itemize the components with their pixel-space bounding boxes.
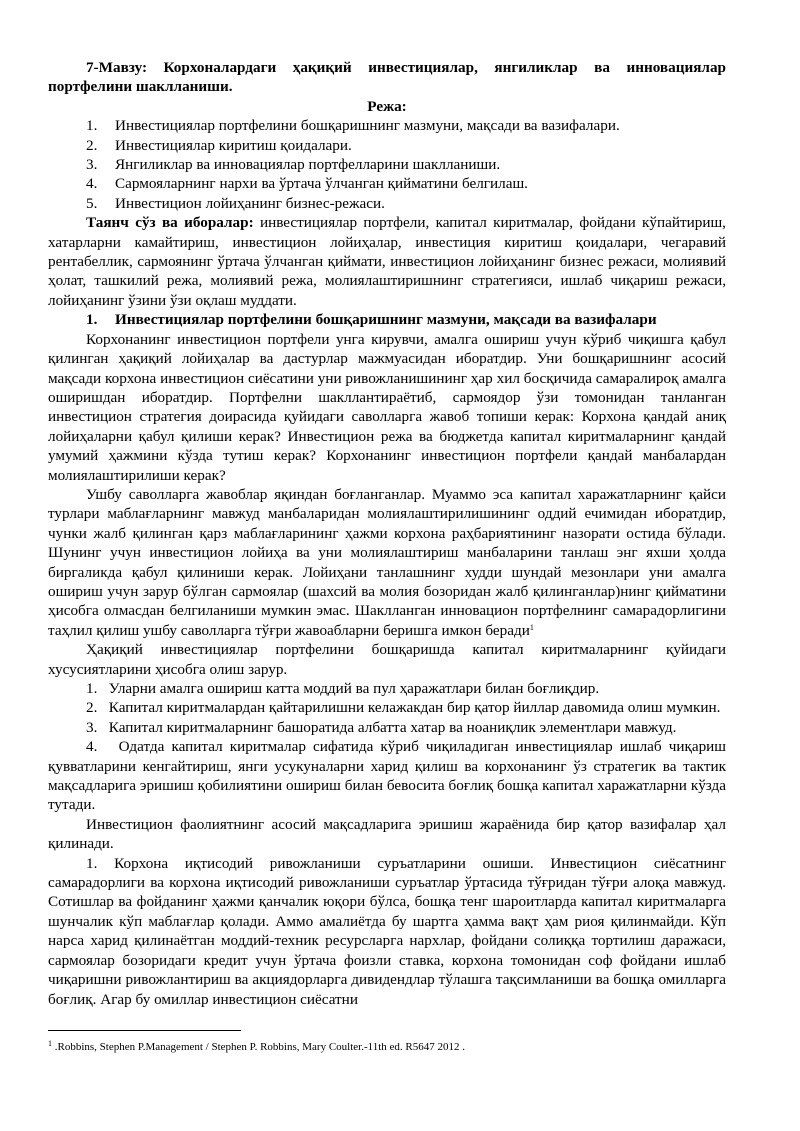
footnote-separator (48, 1030, 241, 1031)
plan-item (48, 116, 726, 135)
footnote-number: 1 (48, 1039, 52, 1048)
plan-item-text: Инвестицион лойиҳанинг бизнес-режаси. (115, 194, 385, 212)
feature-number: 3. (86, 718, 98, 736)
keywords-paragraph (48, 213, 726, 310)
feature-number: 1. (86, 680, 98, 697)
plan-item-text: Инвестициялар киритиш қоидалари. (115, 136, 352, 154)
plan-item-number: 1. (86, 117, 98, 135)
feature-text: Капитал киритмаларнинг башоратида албатта хатар ва ноаниқлик элементлари мавжуд. (108, 718, 677, 736)
plan-heading: Режа: (367, 97, 407, 115)
plan-list (48, 116, 726, 213)
plan-item-text: Инвестициялар портфелини бошқаришнинг мазмуни, мақсади ва вазифалари. (115, 117, 620, 135)
keywords-label: Таянч сўз ва иборалар: (86, 214, 254, 232)
document-page (48, 58, 726, 1009)
paragraph-text: Ушбу саволларга жавоблар яқиндан боғланганлар. Муаммо эса капитал харажатларнинг қайси турлари маблағларнинг мавжуд манбаларидан молиялаштирилишининг оддий ечимидан иборатдир, чунки жалб қилинган қарз маблағларининг ҳажми корхона раҳбариятининг назорати остида бўлади. Шунинг учун инвестицион лойиҳа ва уни молиялаштириш манбаларини танлаш энг яхши ҳолда биргаликда қабул қилиниши керак. Лойиҳани танлашнинг худди шундай мезонлари уни амалга ошириш учун зарур бўлган сармоялар (шахсий ва молия бозоридан жалб қилинганлар)нинг қийматини ҳисобга олмасдан белгиланиши мумкин эмас. Шаклланган инновацион портфелнинг самарадорлигини таҳлил қилиш ушбу саволларга тўғри жавоабларни беришга имкон беради (48, 485, 726, 639)
plan-item-number: 5. (86, 194, 98, 212)
plan-item (48, 155, 726, 174)
plan-item (48, 174, 726, 193)
plan-item-number: 3. (86, 156, 98, 174)
plan-item (48, 194, 726, 213)
feature-item (48, 718, 726, 737)
paragraph-with-footnote (48, 485, 726, 640)
document-title: 7-Мавзу: Корхоналардаги ҳақиқий инвестициялар, янгиликлар ва инновациялар портфелини шаклланиши. (48, 59, 726, 96)
feature-item (48, 698, 726, 717)
section-number: 1. (86, 311, 98, 329)
footnote (48, 1040, 726, 1054)
feature-item (48, 737, 726, 815)
feature-text: Уларни амалга ошириш катта моддий ва пул ҳаражатлари билан боғлиқдир. (108, 680, 600, 697)
section-title: Инвестициялар портфелини бошқаришнинг мазмуни, мақсади ва вазифалари (115, 311, 657, 329)
feature-text: Капитал киритмалардан қайтарилишни келажакдан бир қатор йиллар давомида олиш мумкин. (108, 699, 721, 717)
plan-item-text: Янгиликлар ва инновациялар портфелларини шаклланиши. (115, 156, 501, 174)
plan-item (48, 136, 726, 155)
keywords-text: инвестициялар портфели, капитал киритмалар, фойдани кўпайтириш, хатарларни камайтириш, инвестицион лойиҳалар, инвестиция киритиш қоидалари, чегаравий рентабеллик, сармоянинг ўртача ўлчанган қиймати, инвестицион лойиҳанинг бизнес режаси, молиявий ҳолат, ташкилий режа, молиявий режа, молиялаштиришнинг стратегияси, ишлаб чиқариш режаси, лойиҳанинг ўзини ўзи оқлаш муддати. (48, 214, 726, 309)
plan-item-number: 2. (86, 136, 98, 154)
section-heading (48, 310, 726, 329)
footnote-reference[interactable]: 1 (529, 622, 534, 632)
feature-number: 4. (86, 738, 98, 756)
paragraph: Инвестицион фаолиятнинг асосий мақсадларига эришиш жараёнида бир қатор вазифалар ҳал қилинади. (48, 815, 726, 853)
paragraph: Ҳақиқий инвестициялар портфелини бошқаришда капитал киритмаларнинг қуйидаги хусусиятларини ҳисобга олиш зарур. (48, 641, 726, 678)
plan-item-text: Сармояларнинг нархи ва ўртача ўлчанган қийматини белгилаш. (115, 175, 528, 193)
features-list (48, 679, 726, 815)
feature-text: Одатда капитал киритмалар сифатида кўриб чиқиладиган инвестициялар ишлаб чиқариш қувватларини кенгайтириш, янги усукуналарни харид қилиш ва корхонанинг ўз стратегик ва тактик мақсадларига эришиш қобилиятини ошириш билан бевосита боғлиқ бошқа капитал харажатларни кўзда тутади. (48, 738, 726, 814)
paragraph: Корхонанинг инвестицион портфели унга кирувчи, амалга ошириш учун кўриб чиқишга қабул қилинган ҳақиқий лойиҳалар ва дастурлар мажмуасидан иборатдир. Уни бошқаришнинг асосий мақсади корхона инвестицион сиёсатини уни ривожланишининг ҳар хил босқичида самаралироқ амалга оширишдан иборатдир. Портфелни шакллантираётиб, сармоядор ўзи томонидан танланган инвестицион стратегия доирасида қуйидаги саволларга жавоб топиши керак: Корхона қандай аниқ лойиҳаларни қабул қилиши керак? Инвестицион режа ва бюджетда капитал киритмаларнинг қандай умумий ҳажмини кўзда тутиш керак? Корхонанинг инвестицион портфели қандай манбалардан молиялаштирилиши керак? (48, 330, 726, 484)
feature-number: 2. (86, 699, 98, 717)
feature-item (48, 679, 726, 698)
footnote-text: .Robbins, Stephen P.Management / Stephen P. Robbins, Mary Coulter.-11th ed. R5647 2012 . (52, 1041, 465, 1053)
paragraph: 1. Корхона иқтисодий ривожланиши суръатларини ошиши. Инвестицион сиёсатнинг самарадорлиги ва корхона иқтисодий ривожланиши суръатлар ўртасида тўғридан тўғри алоқа мавжуд. Сотишлар ва фойданинг ҳажми қанчалик юқори бўлса, бошқа тенг шароитларда капитал киритмаларга шунчалик кўп маблағлар қолади. Аммо амалиётда бу шартга ҳамма вақт ҳам риоя қилинмайди. Кўп нарса харид қилинаётган моддий-техник ресурсларга нархлар, фойдани солиққа тортилиш даражаси, сармоялар бозоридаги кредит учун ўртача фоизли ставка, корхона томонидан соф фойдани ишлаб чиқаришни ривожлантириш ва акциядорларга дивидендлар тўлашга тақсимланиши ва бошқа омилларга боғлиқ. Агар бу омиллар инвестицион сиёсатни (48, 854, 726, 1008)
plan-item-number: 4. (86, 175, 98, 193)
